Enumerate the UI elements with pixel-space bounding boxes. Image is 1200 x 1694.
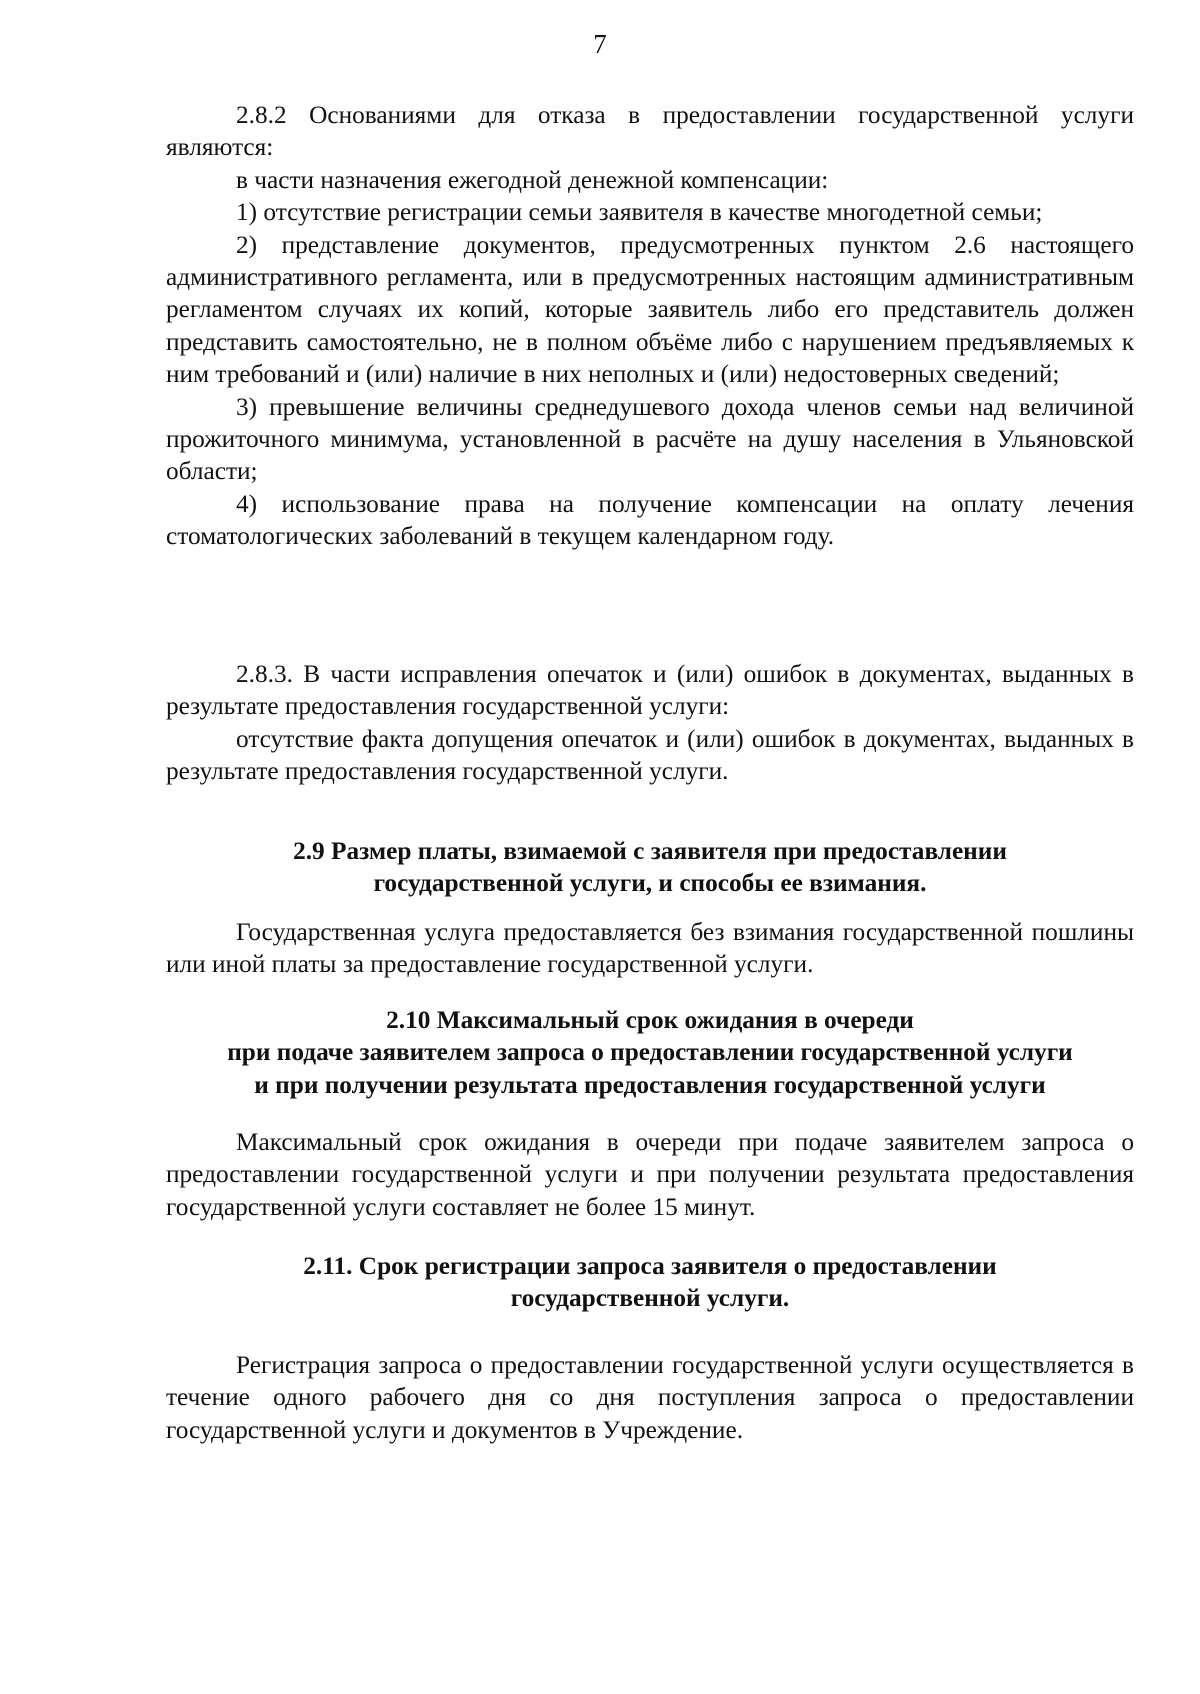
heading-2-10: [166, 1004, 1134, 1101]
heading-2-9-line-1: 2.9 Размер платы, взимаемой с заявителя при предоставлении: [293, 837, 1007, 865]
page-number: 7: [593, 29, 607, 59]
section-2-11-body: [166, 1349, 1134, 1446]
heading-2-10-line-2: при подаче заявителем запроса о предоставлении государственной услуги: [227, 1038, 1073, 1067]
heading-2-11: [166, 1250, 1134, 1315]
heading-2-10-line-1: 2.10 Максимальный срок ожидания в очереди: [386, 1006, 914, 1034]
heading-2-9-line-2: государственной услуги, и способы ее взимания.: [373, 869, 927, 898]
heading-2-11-line-2: государственной услуги.: [510, 1284, 790, 1313]
section-2-8-3: [166, 658, 1134, 788]
heading-2-11-line-1: 2.11. Срок регистрации запроса заявителя о предоставлении: [303, 1252, 997, 1280]
paragraph-item-2: 2) представление документов, предусмотренных пунктом 2.6 настоящего административного регламента, или в предусмотренных настоящим административным регламентом случаях их копий, которые заявитель либо его представитель должен представить самостоятельно, не в полном объёме либо с нарушением предъявляемых к ним требований и (или) наличие в них неполных и (или) недостоверных сведений;: [166, 230, 1134, 389]
paragraph-2-9: Государственная услуга предоставляется без взимания государственной пошлины или иной платы за предоставление государственной услуги.: [166, 918, 1134, 979]
paragraph-2-11: Регистрация запроса о предоставлении государственной услуги осуществляется в течение одного рабочего дня со дня поступления запроса о предоставлении государственной услуги и документов в Учреждение.: [166, 1351, 1134, 1444]
paragraph-2-8-3-body: отсутствие факта допущения опечаток и (или) ошибок в документах, выданных в результате предоставления государственной услуги.: [166, 724, 1134, 786]
paragraph-2-8-3-intro: 2.8.3. В части исправления опечаток и (или) ошибок в документах, выданных в результате предоставления государственной услуги:: [166, 660, 1134, 721]
heading-2-10-line-3: и при получении результата предоставления государственной услуги: [254, 1070, 1046, 1099]
paragraph-item-1: 1) отсутствие регистрации семьи заявителя в качестве многодетной семьи;: [236, 198, 1043, 227]
section-2-10-body: [166, 1126, 1134, 1223]
paragraph-2-8-2-intro: 2.8.2 Основаниями для отказа в предоставлении государственной услуги являются:: [166, 101, 1134, 162]
section-2-9-body: [166, 916, 1134, 981]
paragraph-item-4: 4) использование права на получение компенсации на оплату лечения стоматологических заболеваний в текущем календарном году.: [166, 489, 1134, 551]
heading-2-9: [166, 835, 1134, 900]
paragraph-annual-compensation: в части назначения ежегодной денежной компенсации:: [236, 165, 829, 194]
paragraph-item-3: 3) превышение величины среднедушевого дохода членов семьи над величиной прожиточного минимума, установленной в расчёте на душу населения в Ульяновской области;: [166, 392, 1134, 486]
paragraph-2-10: Максимальный срок ожидания в очереди при подаче заявителем запроса о предоставлении государственной услуги и при получении результата предоставления государственной услуги составляет не более 15 минут.: [166, 1128, 1134, 1221]
section-2-8-2: [166, 99, 1134, 553]
